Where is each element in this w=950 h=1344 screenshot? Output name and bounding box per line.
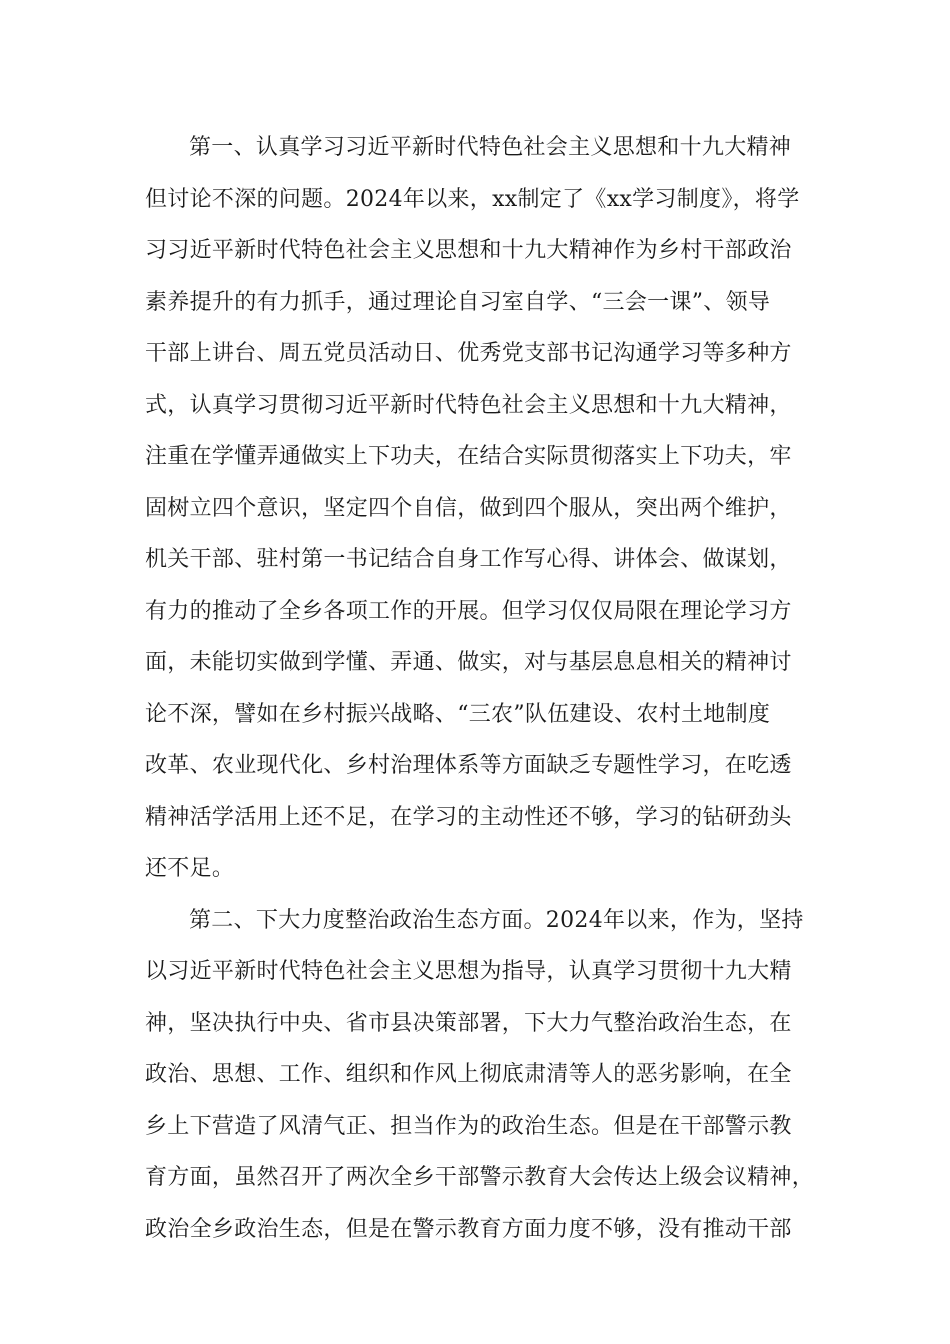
paragraph-2-line-7: 政治全乡政治生态，但是在警示教育方面力度不够，没有推动干部	[145, 1216, 792, 1242]
paragraph-1-line-13: 改革、农业现代化、乡村治理体系等方面缺乏专题性学习，在吃透	[145, 753, 792, 778]
paragraph-1-line-14: 精神活学活用上还不足，在学习的主动性还不够，学习的钻研劲头	[145, 804, 792, 830]
paragraph-2-line-6: 育方面，虽然召开了两次全乡干部警示教育大会传达上级会议精神，	[145, 1165, 815, 1190]
paragraph-2-line-1: 第二、下大力度整治政治生态方面。2024年以来，作为，坚持	[189, 907, 804, 933]
paragraph-1-line-1: 第一、认真学习习近平新时代特色社会主义思想和十九大精神	[189, 135, 792, 160]
paragraph-1-line-3: 习习近平新时代特色社会主义思想和十九大精神作为乡村干部政治	[145, 238, 792, 263]
paragraph-1-line-10: 有力的推动了全乡各项工作的开展。但学习仅仅局限在理论学习方	[145, 598, 792, 624]
paragraph-1-line-11: 面，未能切实做到学懂、弄通、做实，对与基层息息相关的精神讨	[145, 650, 792, 675]
paragraph-2-line-5: 乡上下营造了风清气正、担当作为的政治生态。但是在干部警示教	[145, 1113, 792, 1139]
paragraph-1-line-2: 但讨论不深的问题。2024年以来，xx制定了《xx学习制度》，将学	[145, 186, 800, 212]
paragraph-1-line-5: 干部上讲台、周五党员活动日、优秀党支部书记沟通学习等多种方	[145, 341, 792, 366]
paragraph-1-line-7: 注重在学懂弄通做实上下功夫，在结合实际贯彻落实上下功夫，牢	[145, 444, 792, 469]
paragraph-1-line-9: 机关干部、驻村第一书记结合自身工作写心得、讲体会、做谋划，	[145, 547, 792, 572]
paragraph-1-line-8: 固树立四个意识，坚定四个自信，做到四个服从，突出两个维护，	[145, 495, 792, 521]
paragraph-2-line-2: 以习近平新时代特色社会主义思想为指导，认真学习贯彻十九大精	[145, 959, 792, 984]
paragraph-2-line-4: 政治、思想、工作、组织和作风上彻底肃清等人的恶劣影响，在全	[145, 1062, 792, 1087]
paragraph-2-line-3: 神，坚决执行中央、省市县决策部署，下大力气整治政治生态，在	[145, 1010, 792, 1036]
paragraph-1-line-15: 还不足。	[145, 856, 235, 881]
paragraph-1-line-6: 式，认真学习贯彻习近平新时代特色社会主义思想和十九大精神，	[145, 392, 792, 418]
paragraph-1-line-12: 论不深，譬如在乡村振兴战略、“三农”队伍建设、农村土地制度	[145, 701, 771, 727]
paragraph-1-line-4: 素养提升的有力抓手，通过理论自习室自学、“三会一课”、领导	[145, 289, 771, 315]
document-body	[145, 122, 825, 1255]
